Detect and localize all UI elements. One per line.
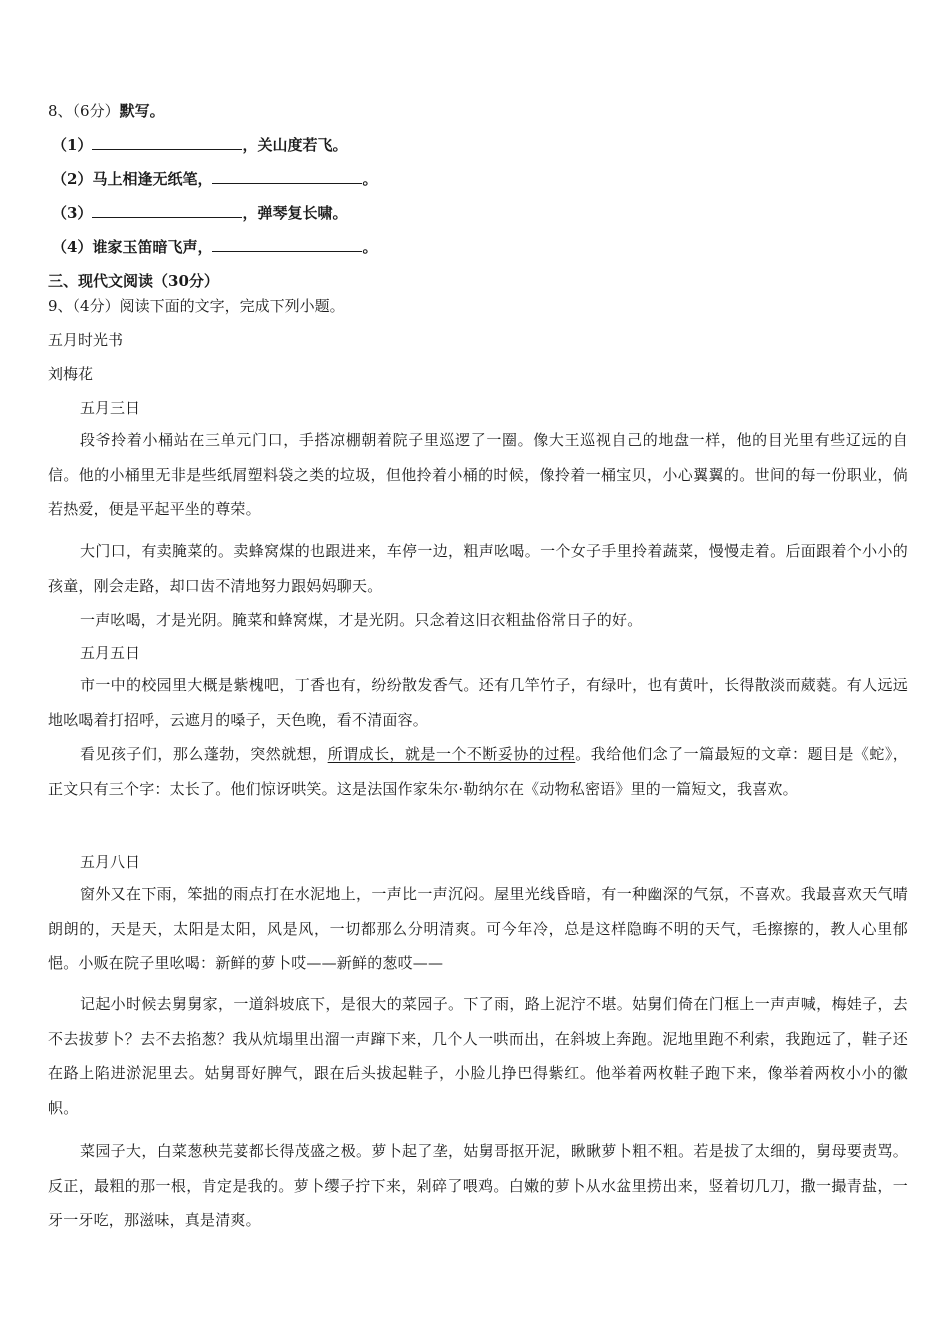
q8-item-2-num: （2） bbox=[52, 170, 93, 188]
q8-item-3-num: （3） bbox=[52, 204, 93, 222]
paragraph-7: 记起小时候去舅舅家，一道斜坡底下，是很大的菜园子。下了雨，路上泥泞不堪。姑舅们倚在门框上一声声喊，梅娃子，去不去拔萝卜？去不去掐葱？我从炕塌里出溜一声蹿下来，几个人一哄而出，在斜坡上奔跑。泥地里跑不利索，我跑远了，鞋子还在路上陷进淤泥里去。姑舅哥好脾气，跟在后头拔起鞋子，小脸儿挣巴得紫红。他举着两枚鞋子跑下来，像举着两枚小小的徽帜。 bbox=[48, 995, 908, 1117]
paragraph-5 bbox=[48, 737, 908, 806]
paragraph-3: 一声吆喝，才是光阴。腌菜和蜂窝煤，才是光阴。只念着这旧衣粗盐俗常日子的好。 bbox=[80, 611, 643, 629]
q8-item-1 bbox=[52, 135, 912, 155]
q9-intro: 9、（4分）阅读下面的文字，完成下列小题。 bbox=[48, 297, 345, 315]
paragraph-8: 菜园子大，白菜葱秧芫荽都长得茂盛之极。萝卜起了垄，姑舅哥抠开泥，瞅瞅萝卜粗不粗。若是拔了太细的，舅母要责骂。反正，最粗的那一根，肯定是我的。萝卜缨子拧下来，剁碎了喂鸡。白嫩的萝卜从水盆里捞出来，竖着切几刀，撒一撮青盐，一牙一牙吃，那滋味，真是清爽。 bbox=[48, 1142, 908, 1229]
q8-item-2-after: 。 bbox=[362, 170, 378, 188]
q8-item-3-blank[interactable] bbox=[92, 203, 242, 218]
date-may-3: 五月三日 bbox=[80, 399, 141, 417]
q8-item-2-blank[interactable] bbox=[212, 169, 362, 184]
q8-item-4-before: 谁家玉笛暗飞声， bbox=[92, 238, 213, 256]
q8-item-1-num: （1） bbox=[52, 136, 93, 154]
q8-title: 默写。 bbox=[119, 102, 165, 120]
underlined-sentence: 所谓成长，就是一个不断妥协的过程 bbox=[327, 745, 576, 763]
q8-item-4-num: （4） bbox=[52, 238, 93, 256]
paragraph-1: 段爷拎着小桶站在三单元门口，手搭凉棚朝着院子里巡逻了一圈。像大王巡视自己的地盘一样，他的目光里有些辽远的自信。他的小桶里无非是些纸屑塑料袋之类的垃圾，但他拎着小桶的时候，像拎着一桶宝贝，小心翼翼的。世间的每一份职业，倘若热爱，便是平起平坐的尊荣。 bbox=[48, 431, 908, 518]
paragraph-2: 大门口，有卖腌菜的。卖蜂窝煤的也跟进来，车停一边，粗声吆喝。一个女子手里拎着蔬菜，慢慢走着。后面跟着个小小的孩童，刚会走路，却口齿不清地努力跟妈妈聊天。 bbox=[48, 542, 908, 595]
q8-item-3-after: ，弹琴复长啸。 bbox=[242, 204, 348, 222]
q8-number: 8、（6分） bbox=[48, 102, 120, 120]
paragraph-6: 窗外又在下雨，笨拙的雨点打在水泥地上，一声比一声沉闷。屋里光线昏暗，有一种幽深的气氛，不喜欢。我最喜欢天气晴朗朗的，天是天，太阳是太阳，风是风，一切都那么分明清爽。可今年冷，总是这样隐晦不明的天气，毛擦擦的，教人心里郁悒。小贩在院子里吆喝：新鲜的萝卜哎——新鲜的葱哎—— bbox=[48, 885, 908, 972]
q8-item-1-blank[interactable] bbox=[92, 135, 242, 150]
article-title: 五月时光书 bbox=[48, 331, 124, 349]
q8-item-2 bbox=[52, 169, 912, 189]
q8-item-1-after: ，关山度若飞。 bbox=[242, 136, 348, 154]
paragraph-5-end: 。我给他们念了一篇最短的文章：题目是《蛇》，正文只有三个字：太长了。他们惊讶哄笑。这是法国作家朱尔·勒纳尔在《动物私密语》里的一篇短文，我喜欢。 bbox=[48, 745, 909, 798]
paragraph-5-start: 看见孩子们，那么蓬勃，突然就想， bbox=[80, 745, 328, 763]
paragraph-4: 市一中的校园里大概是紫槐吧，丁香也有，纷纷散发香气。还有几竿竹子，有绿叶，也有黄叶，长得散淡而葳蕤。有人远远地吆喝着打招呼，云遮月的嗓子，天色晚，看不清面容。 bbox=[48, 676, 908, 729]
q8-item-4 bbox=[52, 237, 912, 257]
q8-item-4-after: 。 bbox=[362, 238, 378, 256]
q8-heading bbox=[48, 101, 908, 121]
article-author: 刘梅花 bbox=[48, 365, 94, 383]
date-may-5: 五月五日 bbox=[80, 644, 141, 662]
q8-item-3 bbox=[52, 203, 912, 223]
q8-item-4-blank[interactable] bbox=[212, 237, 362, 252]
q8-item-2-before: 马上相逢无纸笔， bbox=[92, 170, 213, 188]
section-3-title: 三、现代文阅读（30分） bbox=[48, 272, 219, 290]
date-may-8: 五月八日 bbox=[80, 853, 141, 871]
